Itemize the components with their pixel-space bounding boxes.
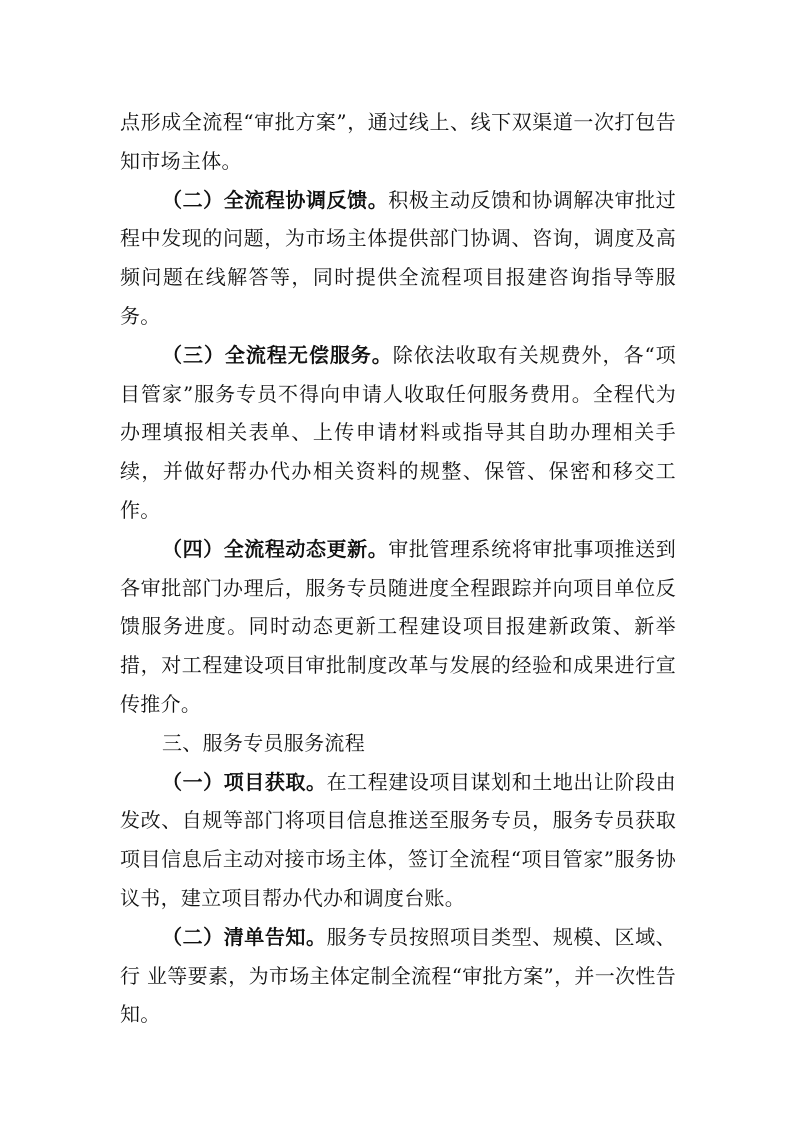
document-body xyxy=(120,103,676,1034)
paragraph-text: 在工程建设项目谋划和土地出让阶段由发改、自规等部门将项目信息推送至服务专员，服务专员获取项目信息后主动对接市场主体，签订全流程“项目管家”服务协议书，建立项目帮办代办和调度台账。 xyxy=(120,769,676,910)
paragraph-dynamic-update xyxy=(120,530,676,724)
paragraph-checklist-notification xyxy=(120,918,676,1034)
paragraph-text: 审批管理系统将审批事项推送到各审批部门办理后，服务专员随进度全程跟踪并向项目单位反馈服务进度。同时动态更新工程建设项目报建新政策、新举措，对工程建设项目审批制度改革与发展的经验和成果进行宣传推介。 xyxy=(120,536,676,716)
section-heading-service-process xyxy=(120,724,676,763)
paragraph-heading: （四）全流程动态更新。 xyxy=(162,536,389,561)
paragraph-continuation xyxy=(120,103,676,181)
paragraph-text: 服务专员按照项目类型、规模、区域、行 业等要素，为市场主体定制全流程“审批方案”，并一次性告知。 xyxy=(120,924,676,1027)
paragraph-heading: （三）全流程无偿服务。 xyxy=(162,342,393,367)
paragraph-text: 积极主动反馈和协调解决审批过程中发现的问题，为市场主体提供部门协调、咨询，调度及高频问题在线解答等，同时提供全流程项目报建咨询指导等服务。 xyxy=(120,187,676,328)
paragraph-heading: （二）全流程协调反馈。 xyxy=(162,187,389,212)
paragraph-heading: （二）清单告知。 xyxy=(162,924,327,949)
paragraph-heading: （一）项目获取。 xyxy=(162,769,327,794)
paragraph-text: 点形成全流程“审批方案”，通过线上、线下双渠道一次打包告知市场主体。 xyxy=(120,110,676,173)
section-heading-text: 三、服务专员服务流程 xyxy=(162,730,365,755)
paragraph-coordination-feedback xyxy=(120,181,676,336)
paragraph-text: 除依法收取有关规费外，各“项目管家”服务专员不得向申请人收取任何服务费用。全程代为办理填报相关表单、上传申请材料或指导其自助办理相关手续，并做好帮办代办相关资料的规整、保管、保密和移交工作。 xyxy=(120,342,676,522)
paragraph-project-acquisition xyxy=(120,763,676,918)
paragraph-free-service xyxy=(120,336,676,530)
